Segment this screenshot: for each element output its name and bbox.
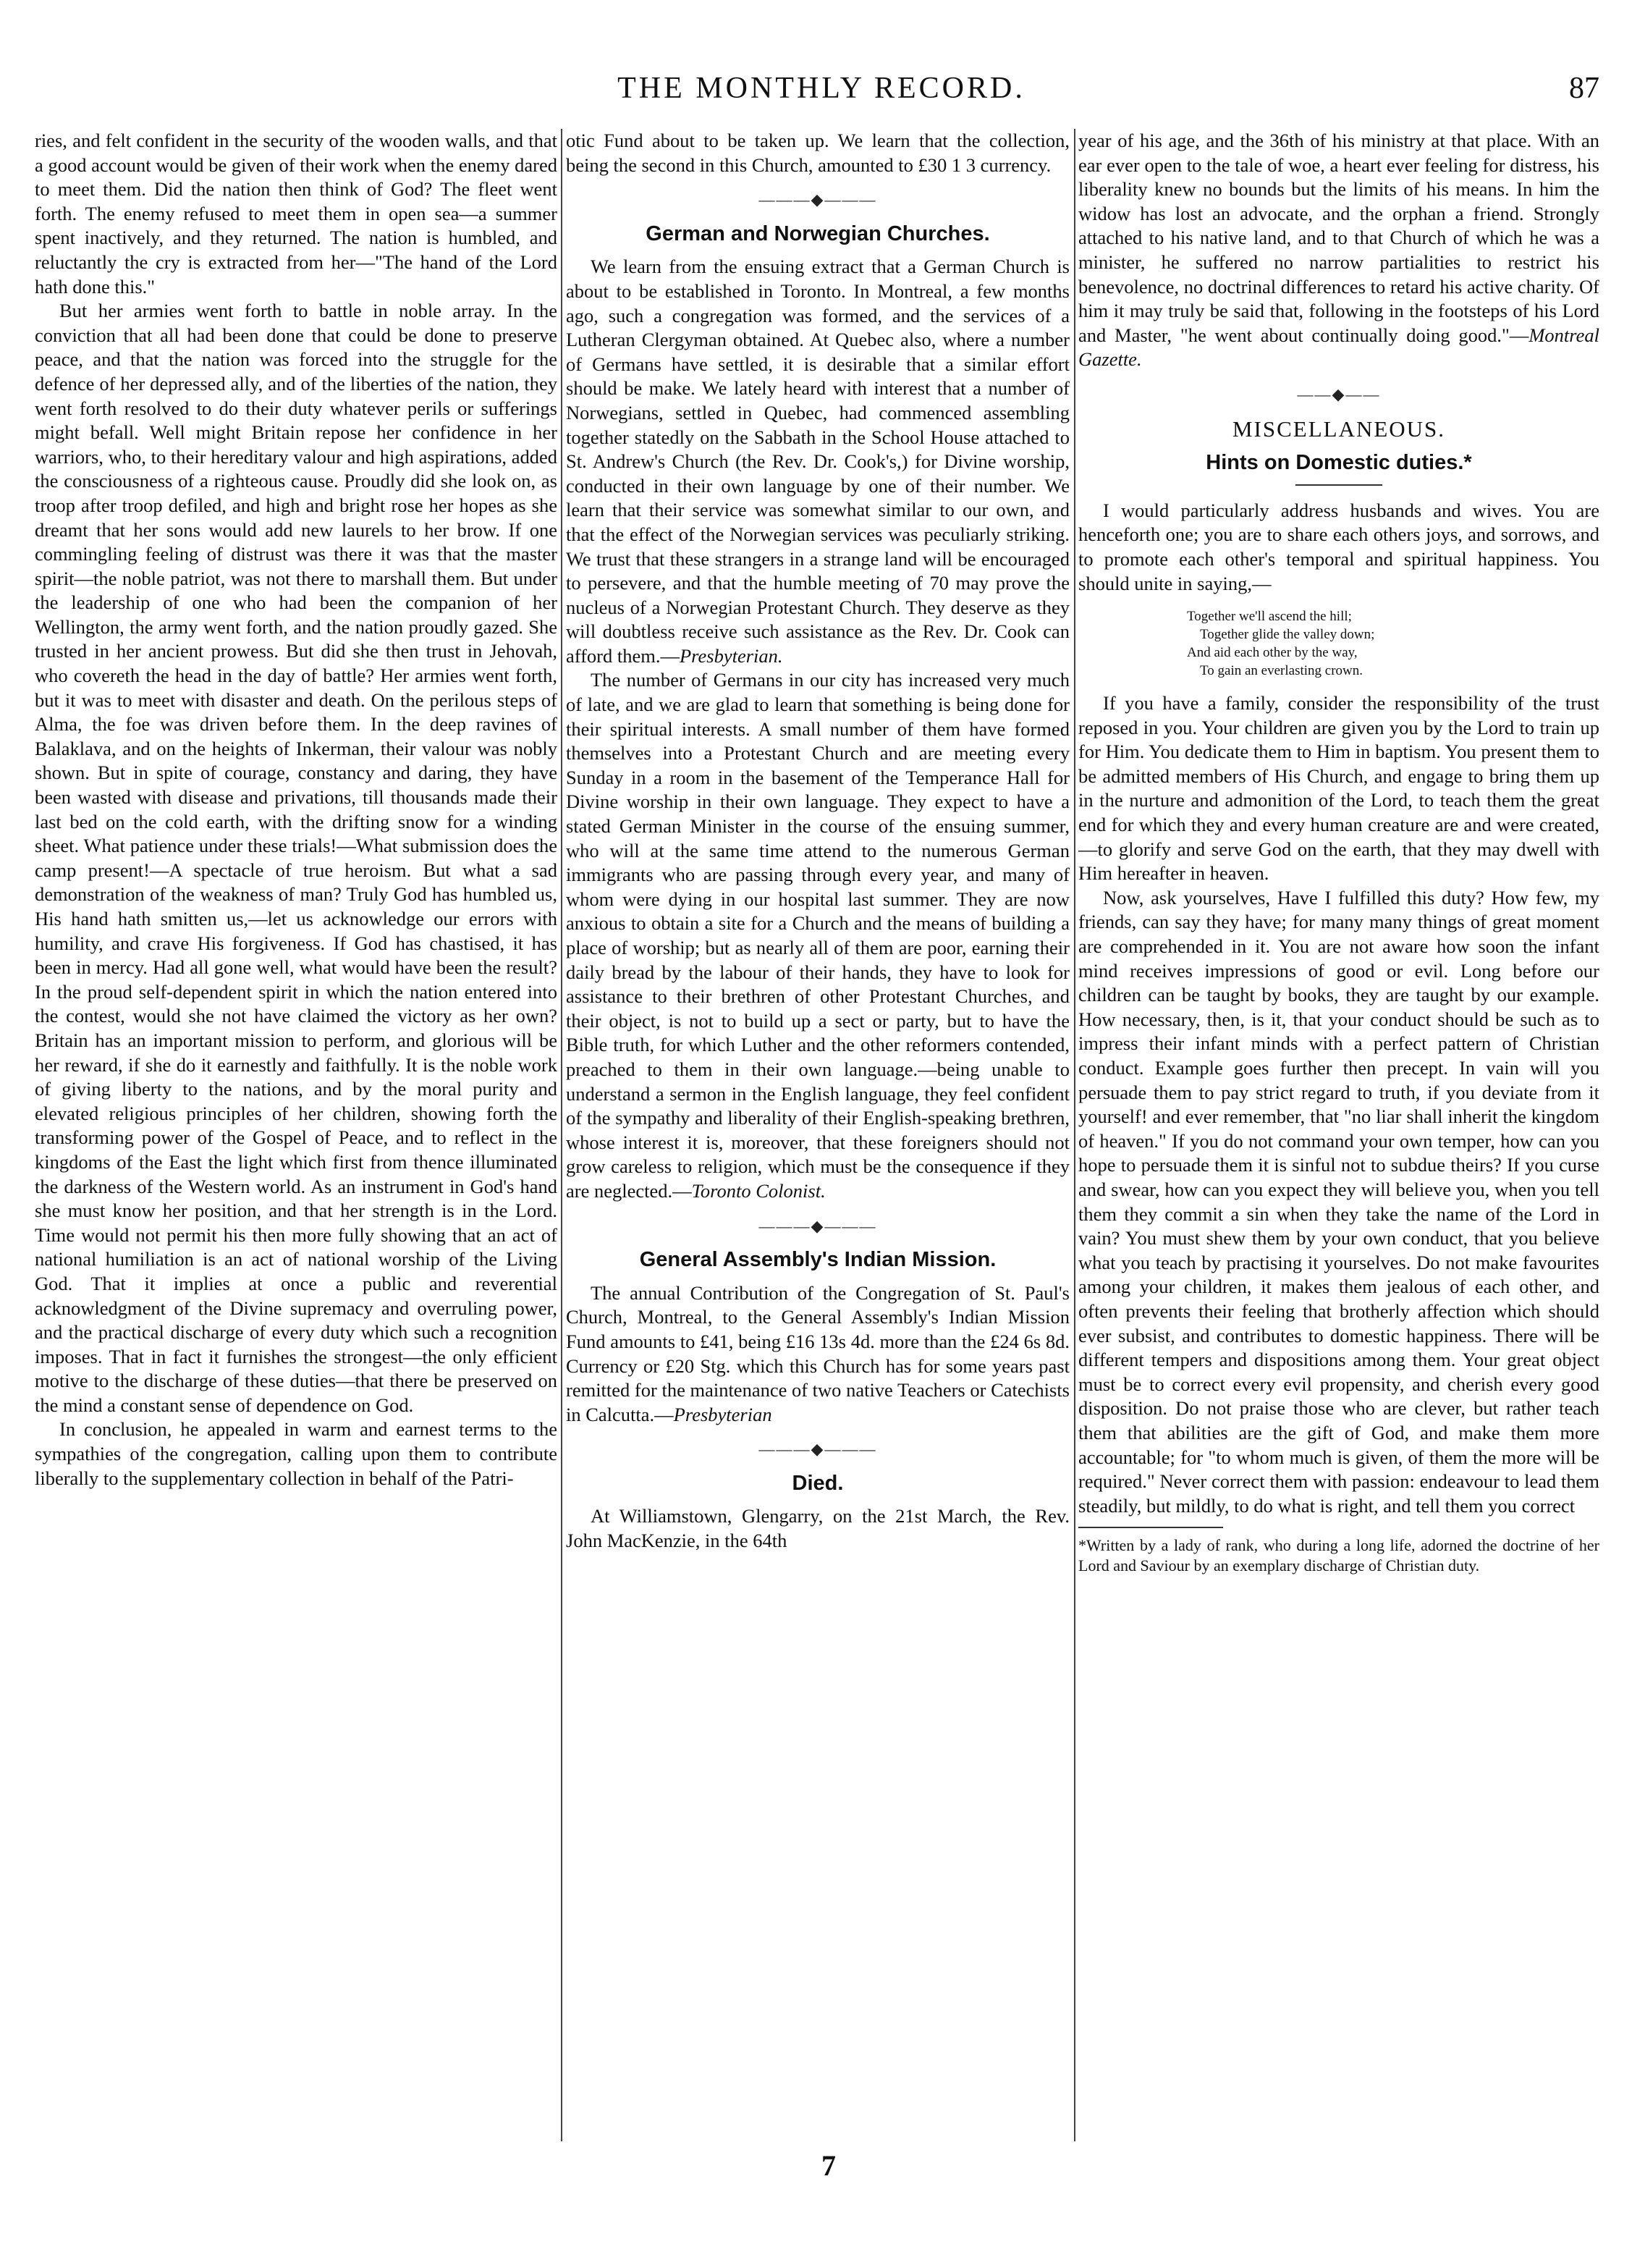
patriotic-fund-paragraph: otic Fund about to be taken up. We learn that the collection, being the second in this Church, amounted to £30 1 3 currency. bbox=[566, 130, 1070, 176]
section-divider: ———◆——— bbox=[758, 190, 877, 209]
german-norwegian-heading: German and Norwegian Churches. bbox=[646, 222, 990, 245]
heading-rule bbox=[1295, 484, 1382, 486]
obituary-paragraph: At Williamstown, Glengarry, on the 21st March, the Rev. John MacKenzie, in the 64th bbox=[566, 1505, 1070, 1552]
source-citation: Toronto Colonist. bbox=[691, 1179, 826, 1202]
domestic-duties-paragraph-3: Now, ask yourselves, Have I fulfilled this duty? How few, my friends, can say they have; for many many things of great moment are comprehended in it. You are not aware how soon the infant mind receives impressions of good or evil. Long before our children can be taught by books, they are taught by our example. How necessary, then, is it, that your conduct should be such as to impress their infant minds with a perfect pattern of Christian conduct. Example goes further then precept. In vain will you persuade them to pay strict regard to truth, if you deviate from it yourself! and ever remember, that "no liar shall inherit the kingdom of heaven." If you do not command your own temper, how can you hope to persuade them it is sinful not to subdue theirs? If you curse and swear, how can you expect they will believe you, when you tell them they commit a sin when they take the name of the Lord in vain? You must shew them by your own conduct, that you believe what you teach by practising it yourselves. Do not make favourites among your children, it makes them jealous of each other, and often prevents their feeling that brotherly affection which should ever subsist, and contributes to domestic happiness. There will be different tempers and dispositions among them. Your great object must be to correct every evil propensity, and cherish every good disposition. Do not praise those who are clever, but rather teach them that abilities are the gift of God, and make them more accountable; for "to whom much is given, of them the more will be required." Never correct them with passion: endeavour to lead them steadily, but mildly, to do what is right, and tell them you correct bbox=[1078, 886, 1599, 1517]
indian-mission-paragraph bbox=[566, 1281, 1070, 1428]
page-number-top: 87 bbox=[1569, 72, 1599, 105]
german-norwegian-text: We learn from the ensuing extract that a German Church is about to be established in Toronto. In Montreal, a few months ago, such a congregation was formed, and the services of a Lutheran Clergyman obtained. At Quebec also, where a number of Germans have settled, it is desirable that a similar effort should be make. We lately heard with interest that a number of Norwegians, settled in Quebec, had commenced assembling together statedly on the Sabbath in the School House attached to St. Andrew's Church (the Rev. Dr. Cook's,) for Divine worship, conducted in their own language by one of their number. We learn that their service was somewhat similar to our own, and that the effect of the Norwegian services was peculiarly striking. We trust that these strangers in a strange land will be encouraged to persevere, and that the humble meeting of 70 may prove the nucleus of a Norwegian Protestant Church. They deserve as they will doubtless receive such assistance as the Rev. Dr. Cook can afford them.— bbox=[566, 256, 1070, 667]
domestic-duties-paragraph-1: I would particularly address husbands and wives. You are henceforth one; you are to share each others joys, and sorrows, and to promote each other's temporal and spiritual happiness. You should unite in saying,— bbox=[1078, 499, 1599, 594]
domestic-duties-paragraph-2: If you have a family, consider the responsibility of the trust reposed in you. Your children are given you by the Lord to train up for Him. You dedicate them to Him in baptism. You present them to be admitted members of His Church, and engage to bring them up in the nurture and admonition of the Lord, to teach them the great end for which they and every human creature are and were created,—to glorify and serve God on the earth, that they may dwell with Him hereafter in heaven. bbox=[1078, 692, 1599, 885]
section-divider: ———◆——— bbox=[758, 1216, 877, 1235]
germans-city-text: The number of Germans in our city has increased very much of late, and we are glad to learn that something is being done for their spiritual interests. A small number of them have formed themselves into a Protestant Church and are meeting every Sunday in a room in the basement of the Temperance Hall for Divine worship in their own language. They expect to have a stated German Minister in the course of the ensuing summer, who will at the same time attend to the numerous German immigrants who are passing through every year, and many of whom were dying in our hospital last summer. They are now anxious to obtain a site for a Church and the means of building a place of worship; but as nearly all of them are poor, earning their daily bread by the labour of their hands, they have to look for assistance to their brethren of other Protestant Churches, and their object, is not to build up a sect or party, but to have the Bible truth, for which Luther and the other reformers contended, preached to them in their own language.—being unable to understand a sermon in the English language, they feel confident of the sympathy and liberality of their English-speaking brethren, whose interest it is, moreover, that these foreigners should not grow careless to religion, which must be the consequence if they are neglected.— bbox=[566, 669, 1070, 1202]
source-citation: Presbyterian bbox=[673, 1403, 772, 1425]
verse-line: And aid each other by the way, bbox=[1187, 645, 1358, 661]
footnote: *Written by a lady of rank, who during a long life, adorned the doctrine of her Lord and Saviour by an exemplary discharge of Christian duty. bbox=[1078, 1536, 1599, 1575]
died-heading: Died. bbox=[792, 1471, 844, 1495]
column-1 bbox=[35, 129, 557, 2141]
page-number-bottom: 7 bbox=[821, 2149, 836, 2182]
verse-line: Together glide the valley down; bbox=[1200, 627, 1375, 643]
source-citation: Montreal Gazette. bbox=[1078, 324, 1599, 371]
sermon-paragraph-1: ries, and felt confident in the security of the wooden walls, and that a good account would be given of their work when the enemy dared to meet them. Did the nation then think of God? The fleet went forth. The enemy refused to meet them in open sea—a summer spent inactively, and they returned. The nation is humbled, and reluctantly the cry is extracted from her—"The hand of the Lord hath done this." bbox=[35, 130, 557, 298]
verse-line: To gain an everlasting crown. bbox=[1200, 663, 1363, 679]
column-2 bbox=[566, 129, 1070, 2141]
indian-mission-heading: General Assembly's Indian Mission. bbox=[639, 1248, 997, 1272]
obituary-continued-text: year of his age, and the 36th of his ministry at that place. With an ear ever open to the tale of woe, a heart ever feeling for distress, his liberality knew no bounds but the limits of his means. In him the widow has lost an advocate, and the orphan a friend. Strongly attached to his native land, and to that Church of which he was a minister, he suffered no narrow partialities to restrict his benevolence, no doctrinal differences to retard his active charity. Of him it may truly be said that, following in the footsteps of his Lord and Master, "he went about continually doing good."— bbox=[1078, 130, 1599, 346]
column-rule-left bbox=[561, 129, 562, 2141]
verse-line: Together we'll ascend the hill; bbox=[1187, 609, 1352, 625]
miscellaneous-heading: MISCELLANEOUS. bbox=[1232, 416, 1446, 442]
verse-block bbox=[1187, 607, 1599, 680]
journal-title: THE MONTHLY RECORD. bbox=[617, 72, 1026, 105]
footnote-rule bbox=[1078, 1527, 1223, 1528]
german-norwegian-paragraph-2 bbox=[566, 668, 1070, 1203]
column-3 bbox=[1078, 129, 1599, 2141]
obituary-continued-paragraph bbox=[1078, 129, 1599, 372]
indian-mission-text: The annual Contribution of the Congregation of St. Paul's Church, Montreal, to the General Assembly's Indian Mission Fund amounts to £41, being £16 13s 4d. more than the £24 6s 8d. Currency or £20 Stg. which this Church has for some years past remitted for the maintenance of two native Teachers or Catechists in Calcutta.— bbox=[566, 1281, 1070, 1425]
section-divider: ———◆——— bbox=[758, 1440, 877, 1459]
sermon-paragraph-2: But her armies went forth to battle in noble array. In the conviction that all had been done that could be done to preserve peace, and that the nation was forced into the struggle for the defence of her depressed ally, and of the liberties of the nation, they went forth resolved to do their duty whatever perils or sufferings might befall. Well might Britain repose her confidence in her warriors, who, to their hereditary valour and high aspirations, added the consciousness of a righteous cause. Proudly did she look on, as troop after troop defiled, and high and bright rose her hopes as she dreamt that her sons would add new laurels to her brow. If one commingling feeling of distrust was there it was that the master spirit—the noble patriot, was not there to marshall them. But under the leadership of one who had been the companion of her Wellington, the army went forth, and the nation proudly gazed. She trusted in her ancient prowess. But did she then trust in Jehovah, who covereth the head in the day of battle? Her armies went forth, but it was to meet with disaster and death. On the perilous steps of Alma, the foe was driven before them. In the deep ravines of Balaklava, and on the heights of Inkerman, their valour was nobly shown. But in spite of courage, constancy and daring, they have been wasted with disease and privations, till thousands made their last bed on the cold earth, with the drifting snow for a winding sheet. What patience under these trials!—What submission does the camp present!—A spectacle of true heroism. But what a sad demonstration of the weakness of man? Truly God has humbled us, His hand hath smitten us,—let us acknowledge our errors with humility, and crave His forgiveness. If God has chastised, it has been in mercy. Had all gone well, what would have been the result? In the proud self-dependent spirit in which the nation entered into the contest, would she not have claimed the victory as her own? Britain has an important mission to perform, and glorious will be her reward, if she do it earnestly and faithfully. It is the noble work of giving liberty to the nations, and by the moral purity and elevated religious principles of her children, showing forth the transforming power of the Gospel of Peace, and to reflect in the kingdoms of the East the light which first from thence illuminated the darkness of the Western world. As an instrument in God's hand she must know her position, and that her strength is in the Lord. Time would not permit his then more fully showing that an act of national humiliation is an act of national worship of the Living God. That it implies at once a public and reverential acknowledgment of the Divine supremacy and overruling power, and the practical discharge of every duty which such a recognition imposes. That in fact it furnishes the strongest—the only efficient motive to the discharge of these duties—that there be preserved on the mind a constant sense of dependence on God. bbox=[35, 300, 557, 1416]
column-rule-right bbox=[1074, 129, 1075, 2141]
domestic-duties-heading: Hints on Domestic duties.* bbox=[1206, 451, 1472, 475]
section-divider: ——◆—— bbox=[1297, 384, 1381, 403]
sermon-paragraph-3: In conclusion, he appealed in warm and earnest terms to the sympathies of the congregation, calling upon them to contribute liberally to the supplementary collection in behalf of the Patri- bbox=[35, 1418, 557, 1489]
running-head bbox=[43, 71, 1599, 114]
source-citation: Presbyterian. bbox=[680, 644, 783, 667]
german-norwegian-paragraph-1 bbox=[566, 255, 1070, 668]
